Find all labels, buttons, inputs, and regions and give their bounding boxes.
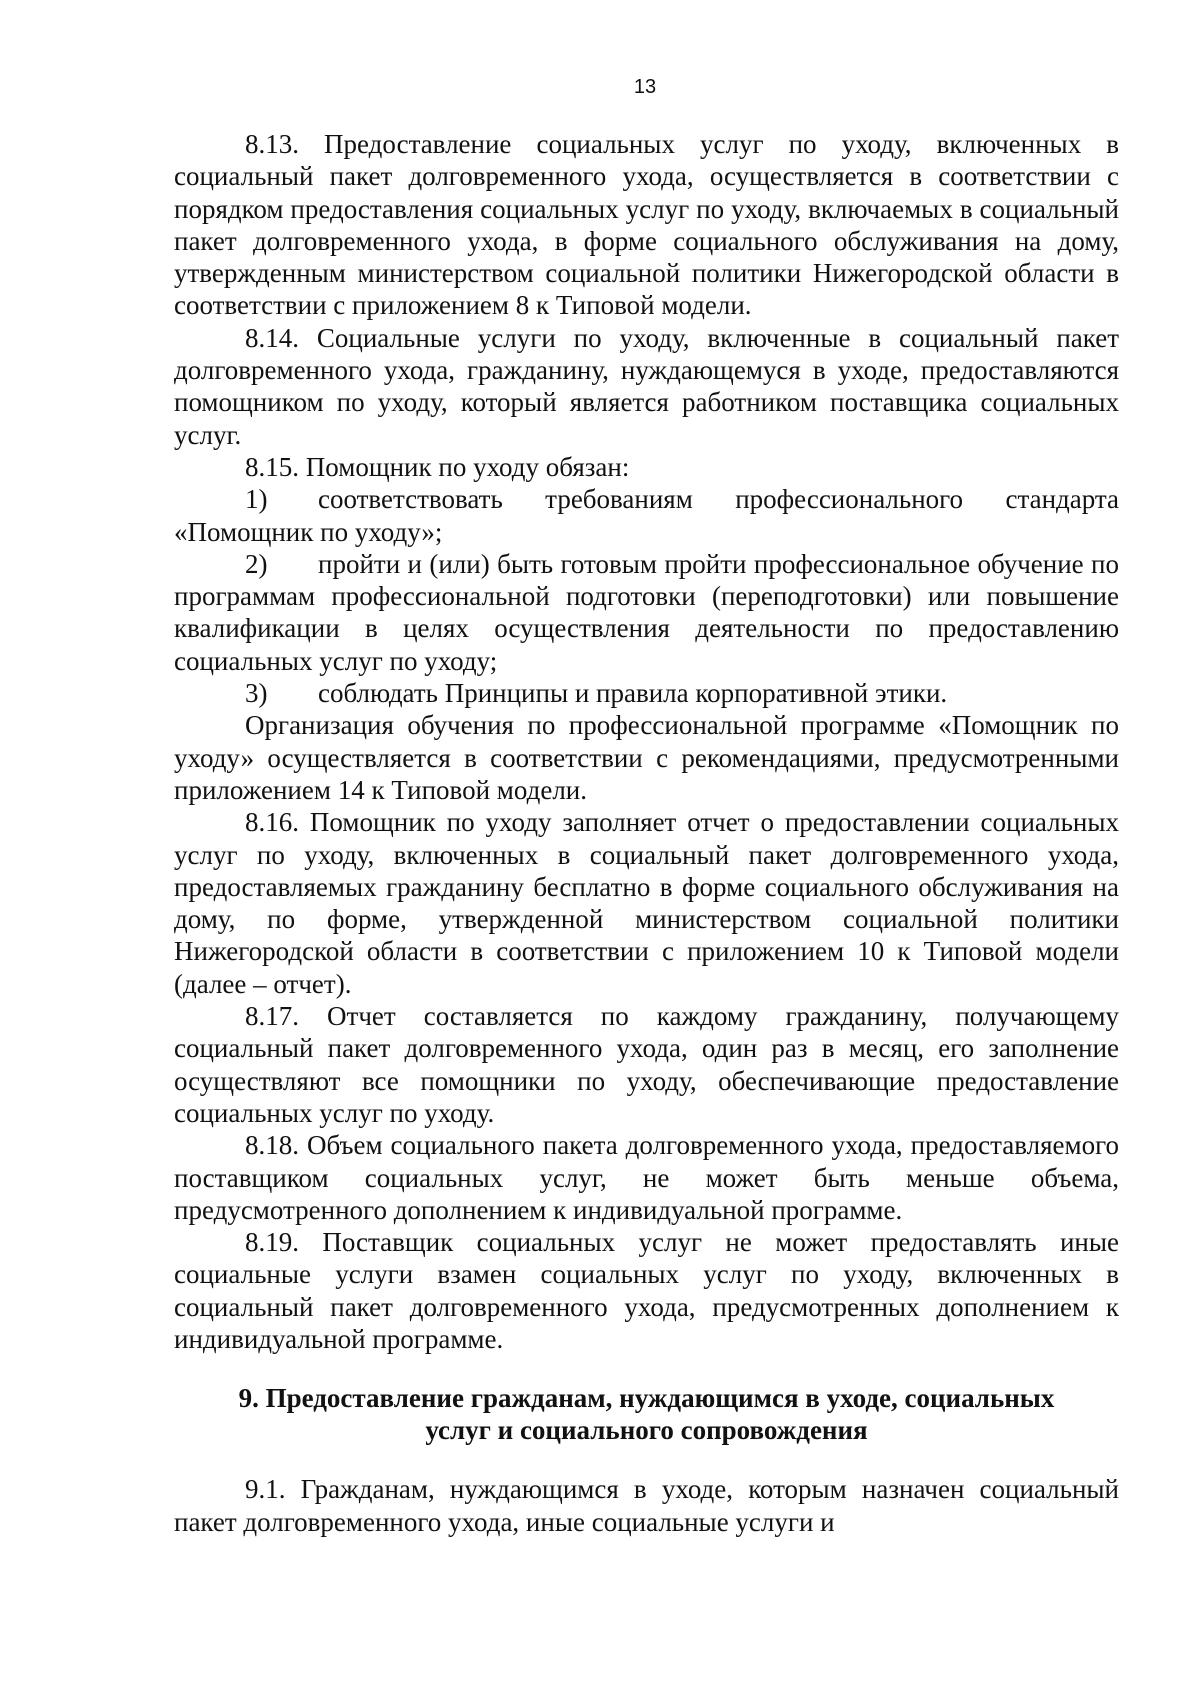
list-item-number: 3): [245, 678, 268, 709]
list-item-2: [174, 548, 1119, 677]
list-item-number: 1): [245, 484, 268, 515]
list-item-3: [174, 677, 1119, 709]
paragraph-8-13: 8.13. Предоставление социальных услуг по уходу, включенных в социальный пакет долговременного ухода, осуществляется в соответствии с порядком предоставления социальных услуг по уходу, включаемых в социальный пакет долговременного ухода, в форме социального обслуживания на дому, утвержденным министерством социальной политики Нижегородской области в соответствии с приложением 8 к Типовой модели.: [174, 129, 1119, 321]
page-number: 13: [633, 76, 657, 98]
paragraph-8-19: 8.19. Поставщик социальных услуг не может предоставлять иные социальные услуги взамен социальных услуг по уходу, включенных в социальный пакет долговременного ухода, предусмотренных дополнением к индивидуальной программе.: [174, 1227, 1119, 1354]
list-item-number: 2): [245, 548, 268, 579]
list-item-text: пройти и (или) быть готовым пройти профессиональное обучение по программам профессиональной подготовки (переподготовки) или повышение квалификации в целях осуществления деятельности по предоставлению социальных услуг по уходу;: [174, 548, 1119, 676]
list-item-text: соответствовать требованиям профессионального стандарта «Помощник по уходу»;: [174, 484, 1119, 547]
paragraph-training: Организация обучения по профессиональной программе «Помощник по уходу» осуществляется в соответствии с рекомендациями, предусмотренными приложением 14 к Типовой модели.: [174, 710, 1119, 805]
document-body: [174, 128, 1119, 1538]
paragraph-8-15: 8.15. Помощник по уходу обязан:: [245, 451, 630, 482]
section-heading-line-2: услуг и социального сопровождения: [425, 1415, 868, 1446]
list-item-1: [174, 483, 1119, 548]
list-item-text: соблюдать Принципы и правила корпоративной этики.: [318, 678, 948, 709]
paragraph-8-17: 8.17. Отчет составляется по каждому гражданину, получающему социальный пакет долговременного ухода, один раз в месяц, его заполнение осуществляют все помощники по уходу, обеспечивающие предоставление социальных услуг по уходу.: [174, 1001, 1119, 1128]
paragraph-9-1: 9.1. Гражданам, нуждающимся в уходе, которым назначен социальный пакет долговременного ухода, иные социальные услуги и: [174, 1474, 1119, 1537]
paragraph-8-16: 8.16. Помощник по уходу заполняет отчет о предоставлении социальных услуг по уходу, включенных в социальный пакет долговременного ухода, предоставляемых гражданину бесплатно в форме социального обслуживания на дому, по форме, утвержденной министерством социальной политики Нижегородской области в соответствии с приложением 10 к Типовой модели (далее – отчет).: [174, 807, 1119, 999]
paragraph-8-14: 8.14. Социальные услуги по уходу, включенные в социальный пакет долговременного ухода, гражданину, нуждающемуся в уходе, предоставляются помощником по уходу, который является работником поставщика социальных услуг.: [174, 322, 1119, 450]
section-heading-line-1: 9. Предоставление гражданам, нуждающимся в уходе, социальных: [238, 1383, 1055, 1414]
section-heading: [174, 1382, 1119, 1473]
paragraph-8-18: 8.18. Объем социального пакета долговременного ухода, предоставляемого поставщиком социальных услуг, не может быть меньше объема, предусмотренного дополнением к индивидуальной программе.: [174, 1130, 1119, 1225]
